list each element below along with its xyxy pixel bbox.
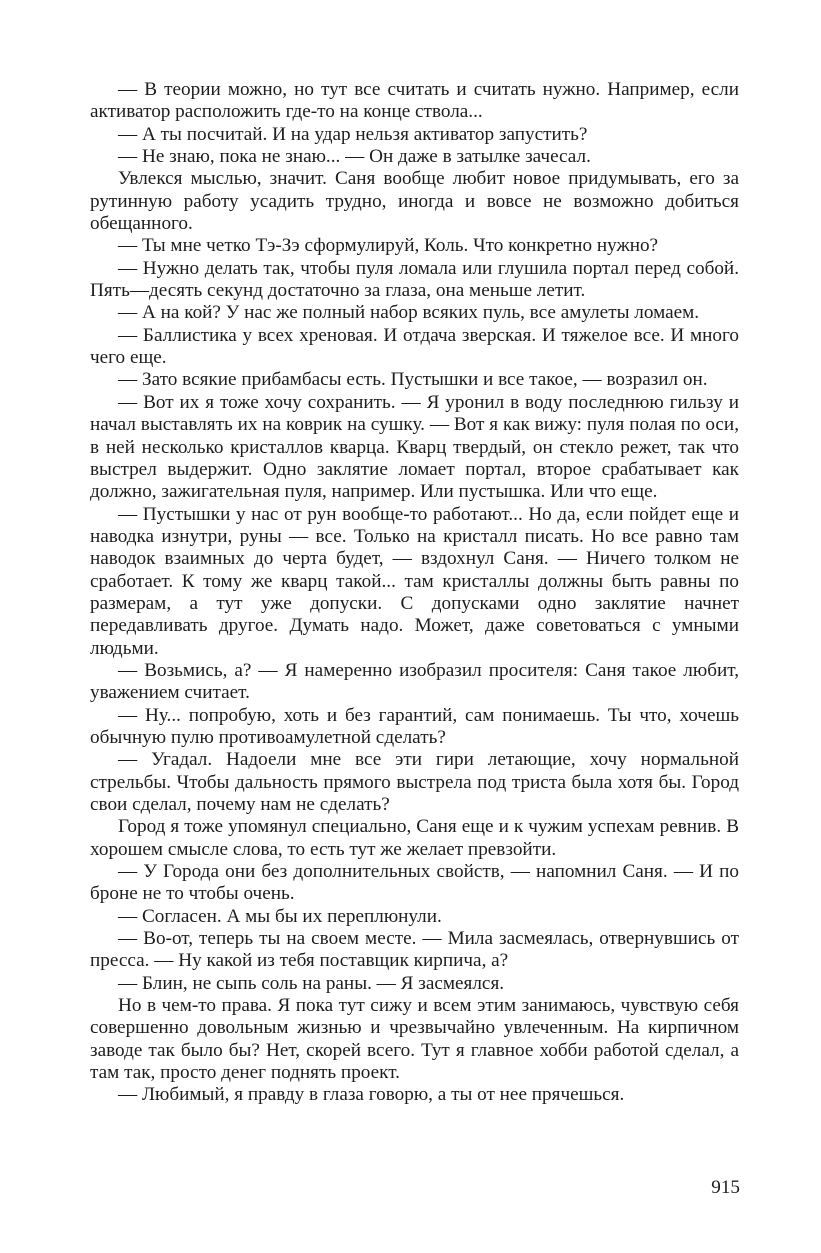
paragraph: Увлекся мыслью, значит. Саня вообще любит новое придумывать, его за рутинную работу усадить трудно, иногда и вовсе не возможно добиться обещанного. [90, 168, 739, 235]
paragraph: — В теории можно, но тут все считать и считать нужно. Например, если активатор расположить где-то на конце ствола... [90, 79, 739, 123]
paragraph: — Не знаю, пока не знаю... — Он даже в затылке зачесал. [118, 146, 591, 168]
paragraph: — Во-от, теперь ты на своем месте. — Мила засмеялась, отвернувшись от пресса. — Ну какой из тебя поставщик кирпича, а? [90, 928, 739, 972]
paragraph: — Блин, не сыпь соль на раны. — Я засмеялся. [118, 972, 505, 994]
paragraph: — Баллистика у всех хреновая. И отдача зверская. И тяжелое все. И много чего еще. [90, 324, 739, 369]
paragraph: — Согласен. А мы бы их переплюнули. [118, 905, 442, 927]
paragraph: — У Города они без дополнительных свойств, — напомнил Саня. — И по броне не то чтобы очень. [90, 861, 739, 905]
paragraph: — А на кой? У нас же полный набор всяких пуль, все амулеты ломаем. [118, 302, 700, 324]
paragraph: — Пустышки у нас от рун вообще-то работают... Но да, если пойдет еще и наводка изнутри, руны — все. Только на кристалл писать. Но все равно там наводок взаимных до черта будет, — вздохнул Саня. — Ничего толком не сработает. К тому же кварц такой... там кристаллы должны быть равны по размерам, а тут уже допуски. С допусками одно заклятие начнет передавливать другое. Думать надо. Может, даже советоваться с умными людьми. [90, 503, 739, 659]
paragraph: — Любимый, я правду в глаза говорю, а ты от нее прячешься. [118, 1084, 625, 1106]
page-number: 915 [711, 1177, 740, 1198]
paragraph: — Зато всякие прибамбасы есть. Пустышки и все такое, — возразил он. [118, 369, 708, 391]
paragraph: — Возьмись, а? — Я намеренно изобразил просителя: Саня такое любит, уважением считает. [90, 659, 739, 704]
paragraph: — Ты мне четко Тэ-Зэ сформулируй, Коль. Что конкретно нужно? [118, 235, 659, 257]
paragraph: — Ну... попробую, хоть и без гарантий, сам понимаешь. Ты что, хочешь обычную пулю противоамулетной сделать? [90, 704, 739, 748]
paragraph: Но в чем-то права. Я пока тут сижу и всем этим занимаюсь, чувствую себя совершенно довольным жизнью и чрезвычайно увлеченным. На кирпичном заводе так было бы? Нет, скорей всего. Тут я главное хобби работой сделал, а там так, просто денег поднять проект. [90, 995, 739, 1084]
body-text [90, 79, 739, 1107]
paragraph: — А ты посчитай. И на удар нельзя активатор запустить? [118, 123, 588, 145]
paragraph: — Угадал. Надоели мне все эти гири летающие, хочу нормальной стрельбы. Чтобы дальность прямого выстрела под триста была хотя бы. Город свои сделал, почему нам не сделать? [90, 749, 739, 815]
paragraph: Город я тоже упомянул специально, Саня еще и к чужим успехам ревнив. В хорошем смысле слова, то есть тут же желает превзойти. [90, 816, 739, 860]
paragraph: — Вот их я тоже хочу сохранить. — Я уронил в воду последнюю гильзу и начал выставлять их на коврик на сушку. — Вот я как вижу: пуля полая по оси, в ней несколько кристаллов кварца. Кварц твердый, он стекло режет, так что выстрел выдержит. Одно заклятие ломает портал, второе срабатывает как должно, зажигательная пуля, например. Или пустышка. Или что еще. [90, 391, 739, 503]
paragraph: — Нужно делать так, чтобы пуля ломала или глушила портал перед собой. Пять—десять секунд достаточно за глаза, она меньше летит. [90, 257, 739, 302]
